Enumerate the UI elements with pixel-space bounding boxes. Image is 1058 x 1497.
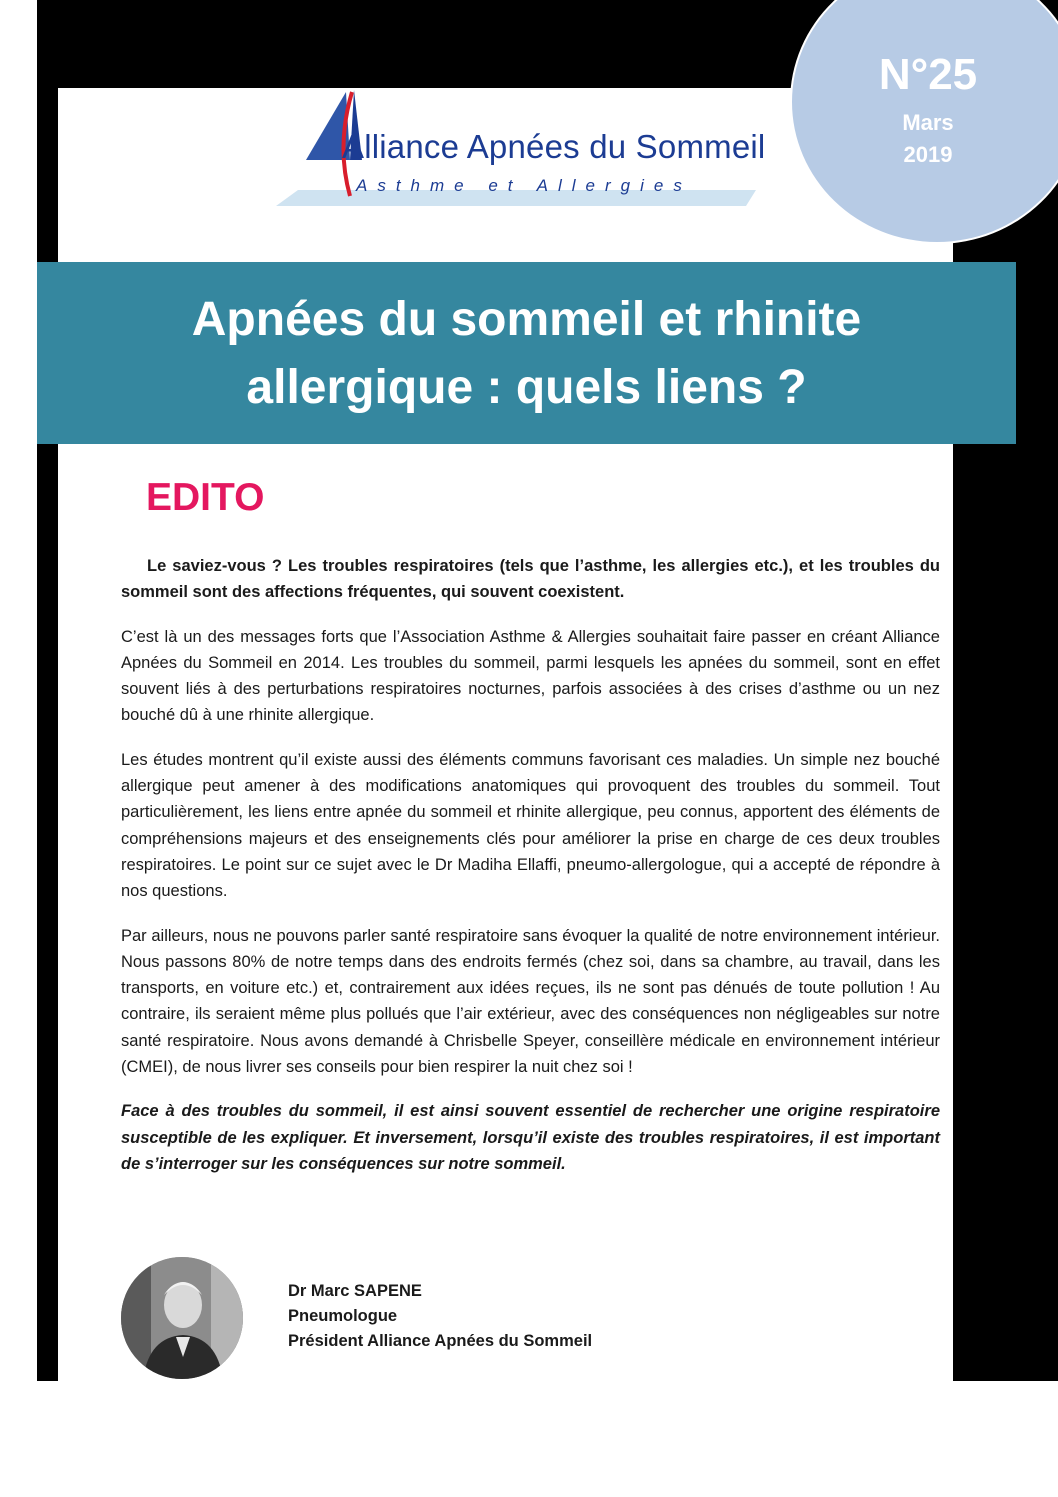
title-banner bbox=[37, 262, 1016, 444]
signature-block bbox=[288, 1279, 592, 1354]
paragraph-1: C’est là un des messages forts que l’Association Asthme & Allergies souhaitait faire passer en créant Alliance Apnées du Sommeil en 2014. Les troubles du sommeil, parmi lesquels les apnées du sommeil, sont en effet souvent liés à des perturbations respiratoires nocturnes, parfois associées à des crises d’asthme ou un nez bouché dû à une rhinite allergique. bbox=[121, 627, 940, 725]
page-margin-bottom bbox=[37, 1381, 1058, 1497]
page-frame-left bbox=[37, 0, 58, 1381]
issue-month: Mars bbox=[902, 110, 954, 135]
logo-brand-text: Alliance Apnées du Sommeil bbox=[342, 128, 766, 165]
issue-number: N°25 bbox=[878, 50, 978, 99]
alliance-logo bbox=[276, 86, 786, 210]
paragraph-2: Les études montrent qu’il existe aussi des éléments communs favorisant ces maladies. Un simple nez bouché allergique peut amener à des modifications anatomiques qui provoquent des troubles du sommeil. Tout particulièrement, les liens entre apnée du sommeil et rhinite allergique, peu connus, apportent des éléments de compréhensions majeurs et des enseignements clés pour améliorer la prise en charge de ces deux troubles respiratoires. Le point sur ce sujet avec le Dr Madiha Ellaffi, pneumo-allergologue, qui a accepté de répondre à nos questions. bbox=[121, 750, 940, 901]
author-photo bbox=[121, 1257, 243, 1379]
title-line-2: allergique : quels liens ? bbox=[246, 361, 807, 414]
author-position: Président Alliance Apnées du Sommeil bbox=[288, 1332, 593, 1350]
closing-paragraph: Face à des troubles du sommeil, il est ainsi souvent essentiel de rechercher une origine respiratoire susceptible de les expliquer. Et inversement, lorsqu’il existe des troubles respiratoires, il est important de s’interroger sur les conséquences sur notre sommeil. bbox=[121, 1102, 940, 1173]
issue-year: 2019 bbox=[903, 142, 953, 167]
edito-body bbox=[121, 553, 940, 1195]
author-role: Pneumologue bbox=[288, 1307, 398, 1325]
lead-paragraph: Le saviez-vous ? Les troubles respiratoires (tels que l’asthme, les allergies etc.), et les troubles du sommeil sont des affections fréquentes, qui souvent coexistent. bbox=[121, 557, 940, 602]
paragraph-3: Par ailleurs, nous ne pouvons parler santé respiratoire sans évoquer la qualité de notre environnement intérieur. Nous passons 80% de notre temps dans des endroits fermés (chez soi, dans sa chambre, au travail, dans les transports, en voiture etc.) et, contrairement aux idées reçues, ils ne sont pas dénués de toute pollution ! Au contraire, ils seraient même plus pollués que l’air extérieur, avec des conséquences non négligeables sur notre santé respiratoire. Nous avons demandé à Chrisbelle Speyer, conseillère médicale en environnement intérieur (CMEI), de nous livrer ses conseils pour bien respirer la nuit chez soi ! bbox=[121, 926, 940, 1077]
section-heading: EDITO bbox=[146, 476, 265, 519]
issue-badge bbox=[790, 0, 1058, 244]
author-name: Dr Marc SAPENE bbox=[288, 1282, 422, 1300]
portrait-icon bbox=[121, 1257, 243, 1379]
logo-subtitle: Asthme et Allergies bbox=[356, 176, 692, 195]
title-line-1: Apnées du sommeil et rhinite bbox=[191, 293, 862, 346]
